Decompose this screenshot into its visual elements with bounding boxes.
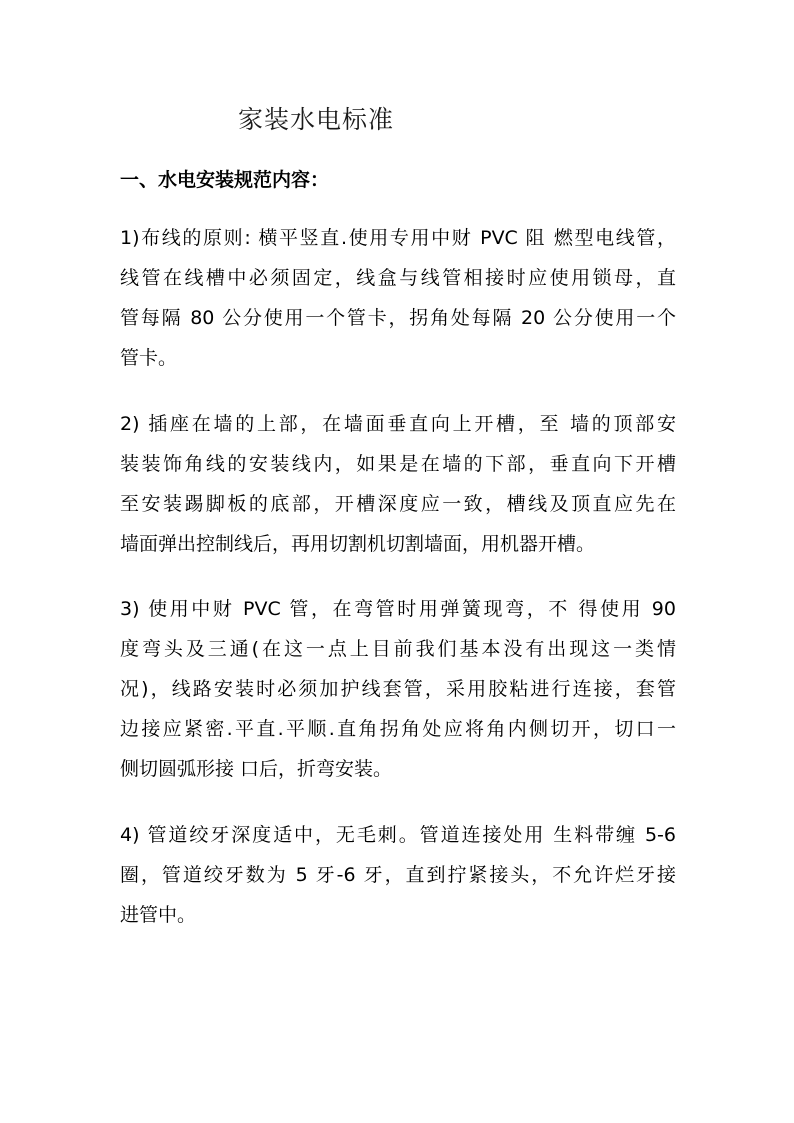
paragraph-line: 况)，线路安装时必须加护线套管，采用胶粘进行连接，套管 [120,678,676,700]
paragraph-line: 至安装踢脚板的底部，开槽深度应一致，槽线及顶直应先在 [120,493,676,515]
paragraph-line: 进管中。 [120,904,197,926]
document-title: 家装水电标准 [238,105,395,134]
paragraph-3 [120,589,676,789]
paragraph-line: 线管在线槽中必须固定，线盒与线管相接时应使用锁母，直 [120,267,676,289]
paragraph-line: 3) 使用中财 PVC 管，在弯管时用弹簧现弯，不 得使用 90 [120,598,676,620]
paragraph-line: 装装饰角线的安装线内，如果是在墙的下部，垂直向下开槽 [120,453,676,475]
paragraph-line: 4) 管道绞牙深度适中，无毛刺。管道连接处用 生料带缠 5-6 [120,824,676,846]
paragraph-line: 度弯头及三通(在这一点上目前我们基本没有出现这一类情 [120,638,676,660]
paragraph-line: 墙面弹出控制线后，再用切割机切割墙面，用机器开槽。 [120,533,596,555]
paragraph-line: 管卡。 [120,347,178,369]
paragraph-line: 边接应紧密.平直.平顺.直角拐角处应将角内侧切开，切口一 [120,718,676,740]
paragraph-2 [120,404,676,564]
paragraph-4 [120,815,676,935]
paragraph-line: 圈，管道绞牙数为 5 牙-6 牙，直到拧紧接头，不允许烂牙接 [120,864,676,886]
section-heading: 一、水电安装规范内容： [120,169,330,191]
paragraph-line: 1)布线的原则: 横平竖直.使用专用中财 PVC 阻 燃型电线管， [120,227,676,249]
paragraph-line: 管每隔 80 公分使用一个管卡，拐角处每隔 20 公分使用一个 [120,307,676,329]
paragraph-line: 2) 插座在墙的上部，在墙面垂直向上开槽，至 墙的顶部安 [120,413,676,435]
paragraph-1 [120,218,676,378]
paragraph-line: 侧切圆弧形接 口后，折弯安装。 [120,758,393,780]
